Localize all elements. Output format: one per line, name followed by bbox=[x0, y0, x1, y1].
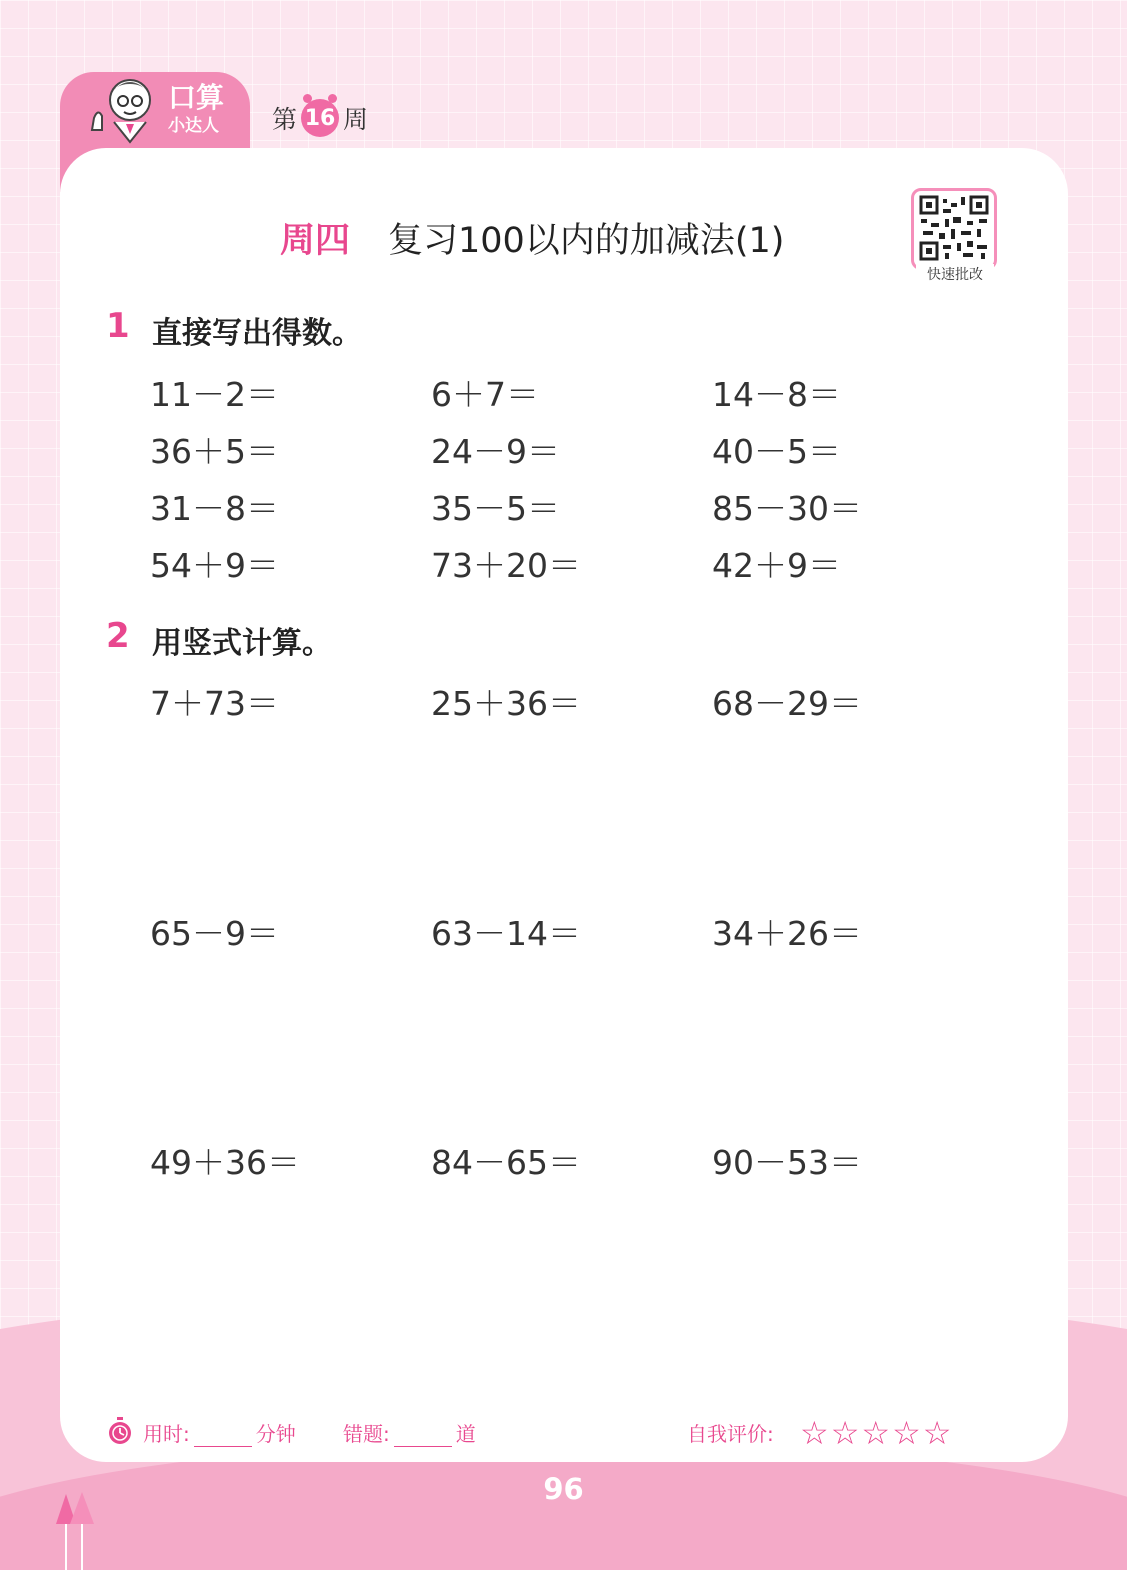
vertical-equation: 49＋36＝ bbox=[150, 1143, 300, 1182]
errors-field bbox=[343, 1418, 476, 1447]
page-number: 96 bbox=[543, 1472, 584, 1506]
equation: 40－5＝ bbox=[712, 432, 841, 471]
qr-code[interactable] bbox=[911, 188, 997, 270]
vertical-equation: 25＋36＝ bbox=[431, 684, 581, 723]
mascot-icon bbox=[84, 70, 164, 150]
equation: 36＋5＝ bbox=[150, 432, 279, 471]
vertical-equation: 34＋26＝ bbox=[712, 914, 862, 953]
time-label: 用时: bbox=[143, 1422, 190, 1446]
page-title bbox=[280, 214, 784, 262]
equation: 24－9＝ bbox=[431, 432, 560, 471]
week-number-badge: 16 bbox=[301, 99, 339, 137]
tab-subtitle: 小达人 bbox=[168, 116, 219, 135]
week-indicator bbox=[272, 98, 368, 138]
time-blank[interactable] bbox=[194, 1425, 252, 1447]
title-text: 复习100以内的加减法(1) bbox=[388, 221, 785, 261]
equation: 14－8＝ bbox=[712, 375, 841, 414]
equation: 85－30＝ bbox=[712, 489, 862, 528]
section-1-number: 1 bbox=[106, 306, 130, 346]
vertical-equation: 63－14＝ bbox=[431, 914, 581, 953]
time-field bbox=[143, 1418, 296, 1447]
equation: 73＋20＝ bbox=[431, 546, 581, 585]
stopwatch-icon bbox=[106, 1416, 134, 1446]
vertical-equation: 90－53＝ bbox=[712, 1143, 862, 1182]
tab-title: 口算 bbox=[168, 82, 225, 113]
title-day: 周四 bbox=[280, 221, 351, 261]
errors-unit: 道 bbox=[455, 1422, 476, 1446]
week-prefix: 第 bbox=[272, 105, 298, 134]
vertical-equation: 68－29＝ bbox=[712, 684, 862, 723]
equation: 31－8＝ bbox=[150, 489, 279, 528]
section-2-number: 2 bbox=[106, 616, 130, 656]
vertical-equation: 65－9＝ bbox=[150, 914, 279, 953]
section-1-label: 直接写出得数。 bbox=[152, 316, 362, 351]
errors-label: 错题: bbox=[343, 1422, 390, 1446]
week-suffix: 周 bbox=[343, 105, 369, 134]
self-rating-label: 自我评价: bbox=[687, 1422, 774, 1446]
equation: 35－5＝ bbox=[431, 489, 560, 528]
equation: 11－2＝ bbox=[150, 375, 279, 414]
equation: 54＋9＝ bbox=[150, 546, 279, 585]
qr-code-icon bbox=[919, 195, 989, 261]
rating-stars[interactable]: ☆☆☆☆☆ bbox=[800, 1414, 954, 1452]
tree-icon bbox=[54, 1490, 98, 1570]
equation: 42＋9＝ bbox=[712, 546, 841, 585]
qr-label: 快速批改 bbox=[916, 264, 994, 284]
section-2-label: 用竖式计算。 bbox=[152, 626, 332, 661]
vertical-equation: 84－65＝ bbox=[431, 1143, 581, 1182]
errors-blank[interactable] bbox=[394, 1425, 452, 1447]
equation: 6＋7＝ bbox=[431, 375, 539, 414]
time-unit: 分钟 bbox=[255, 1422, 296, 1446]
vertical-equation: 7＋73＝ bbox=[150, 684, 279, 723]
